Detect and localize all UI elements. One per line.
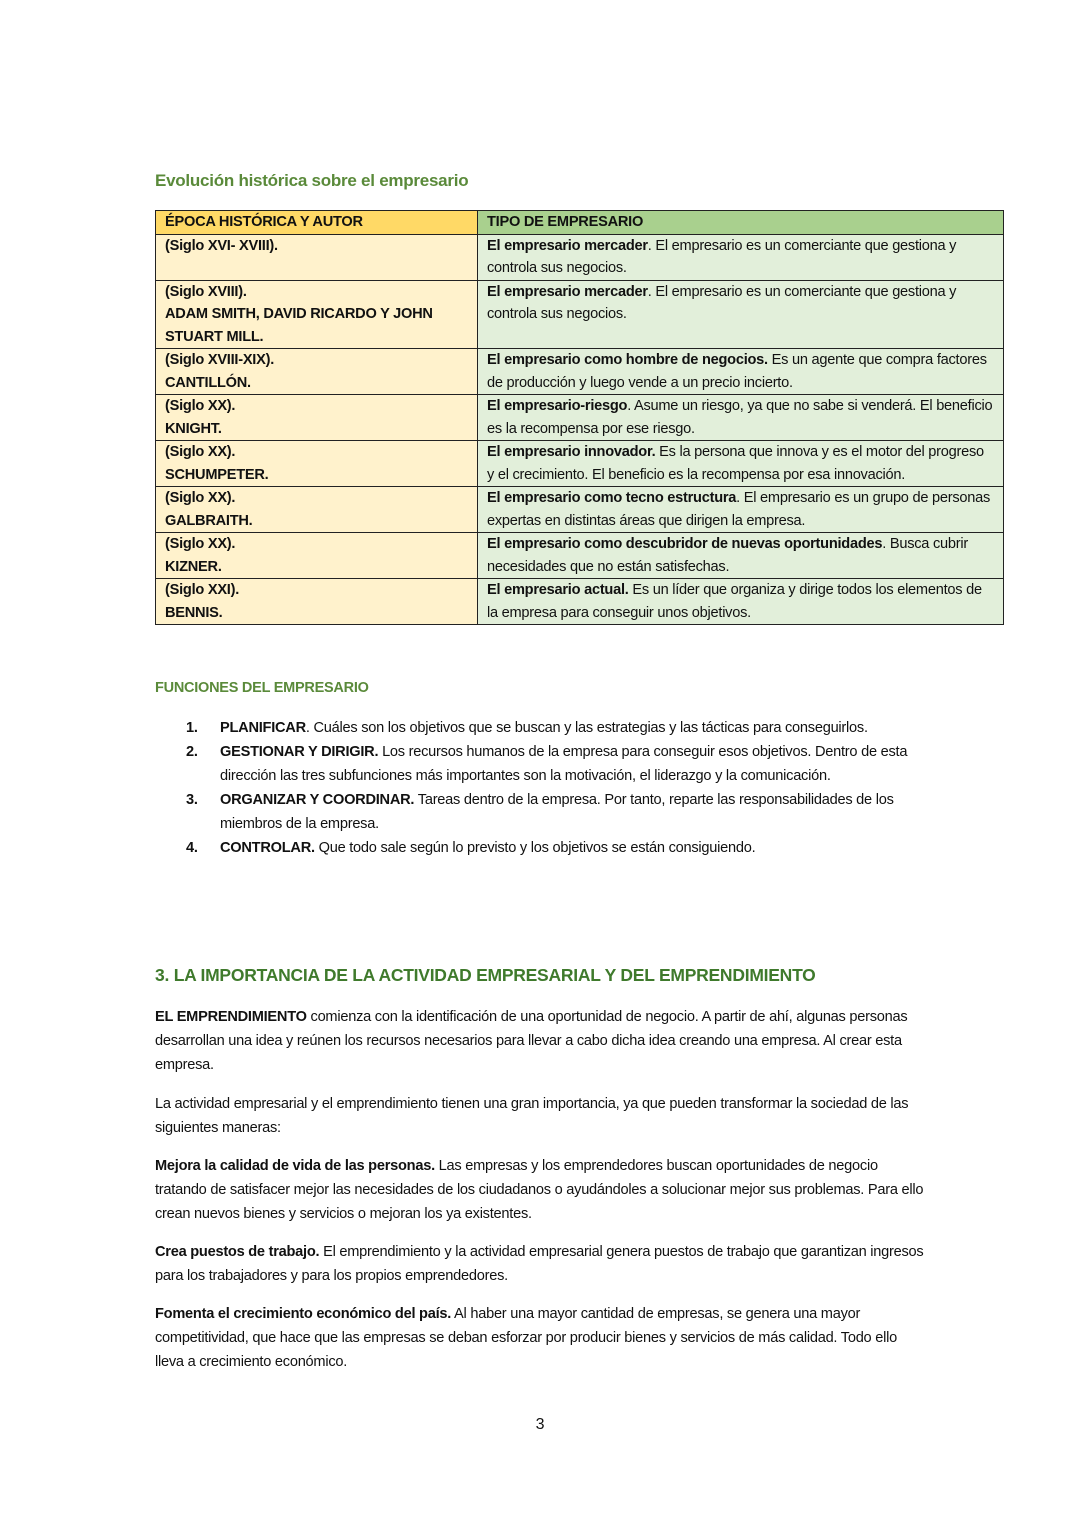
- header-epoch: ÉPOCA HISTÓRICA Y AUTOR: [156, 211, 478, 235]
- epoch: (Siglo XX).: [165, 536, 236, 552]
- type-name: El empresario-riesgo: [487, 398, 628, 414]
- header-type: TIPO DE EMPRESARIO: [478, 211, 1004, 235]
- type-cell: [478, 349, 1004, 395]
- author: GALBRAITH.: [165, 512, 253, 529]
- section-title: Evolución histórica sobre el empresario: [155, 171, 469, 190]
- function-name: CONTROLAR.: [220, 840, 315, 856]
- entrepreneur-history-table: [155, 210, 1004, 625]
- paragraph: [155, 1154, 925, 1226]
- epoch-cell: [156, 395, 478, 441]
- type-cell: [478, 579, 1004, 625]
- paragraph-lead: Crea puestos de trabajo.: [155, 1244, 320, 1260]
- type-name: El empresario innovador.: [487, 444, 656, 460]
- epoch: (Siglo XVIII).: [165, 283, 247, 300]
- function-description: Tareas dentro de la empresa. Por tanto, reparte las responsabilidades de los miembros de la empresa.: [220, 792, 894, 832]
- type-description: Es un líder que organiza y dirige todos los elementos de la empresa para conseguir unos objetivos.: [487, 582, 982, 621]
- type-cell: [478, 441, 1004, 487]
- functions-list: [186, 716, 921, 860]
- paragraph-text: El emprendimiento y la actividad empresarial genera puestos de trabajo que garantizan ingresos para los trabajadores y para los propios emprendedores.: [155, 1244, 924, 1284]
- paragraph: [155, 1005, 925, 1077]
- table-row: [156, 533, 1004, 579]
- table-row: [156, 234, 1004, 280]
- table-row: [156, 441, 1004, 487]
- epoch: (Siglo XX).: [165, 398, 236, 414]
- epoch-cell: [156, 441, 478, 487]
- item-number: 1.: [186, 720, 198, 736]
- epoch: (Siglo XVIII-XIX).: [165, 352, 275, 368]
- function-name: GESTIONAR Y DIRIGIR.: [220, 744, 379, 760]
- epoch-cell: [156, 533, 478, 579]
- paragraph-text: Las empresas y los emprendedores buscan oportunidades de negocio tratando de satisfacer mejor las necesidades de los ciudadanos o ayudándoles a solucionar mejor sus problemas. Para ello crean nuevos bienes y servicios o mejoran los ya existentes.: [155, 1158, 924, 1222]
- paragraph-lead: Fomenta el crecimiento económico del país.: [155, 1306, 452, 1322]
- table-row: [156, 487, 1004, 533]
- type-cell: [478, 487, 1004, 533]
- table-row: [156, 349, 1004, 395]
- function-item: [186, 716, 921, 740]
- type-name: El empresario como tecno estructura: [487, 490, 737, 506]
- table-row: [156, 280, 1004, 349]
- epoch-cell: [156, 487, 478, 533]
- type-cell: [478, 280, 1004, 349]
- table-row: [156, 395, 1004, 441]
- type-description: . Busca cubrir necesidades que no están satisfechas.: [487, 536, 968, 575]
- table-header-row: [156, 211, 1004, 235]
- paragraph: [155, 1092, 925, 1140]
- epoch: (Siglo XX).: [165, 444, 236, 460]
- epoch: (Siglo XX).: [165, 490, 236, 506]
- function-item: [186, 788, 921, 836]
- type-name: El empresario actual.: [487, 582, 629, 598]
- type-name: El empresario mercader: [487, 237, 648, 254]
- paragraph-text: Al haber una mayor cantidad de empresas, se genera una mayor competitividad, que hace que las empresas se deban esforzar por producir bienes y servicios de más calidad. Todo ello lleva a crecimiento económico.: [155, 1306, 897, 1370]
- function-name: PLANIFICAR: [220, 720, 306, 736]
- type-description: . El empresario es un comerciante que gestiona y controla sus negocios.: [487, 237, 957, 276]
- function-description: Los recursos humanos de la empresa para conseguir esos objetivos. Dentro de esta dirección las tres subfunciones más importantes son la motivación, el liderazgo y la comunicación.: [220, 744, 908, 784]
- paragraph: [155, 1302, 925, 1374]
- author: KIZNER.: [165, 558, 222, 575]
- author: SCHUMPETER.: [165, 466, 269, 483]
- epoch-cell: [156, 349, 478, 395]
- author: ADAM SMITH, DAVID RICARDO Y JOHN STUART MILL.: [165, 306, 433, 345]
- type-cell: [478, 395, 1004, 441]
- type-cell: [478, 234, 1004, 280]
- function-item: [186, 740, 921, 788]
- paragraph-lead: Mejora la calidad de vida de las personas.: [155, 1158, 435, 1174]
- type-cell: [478, 533, 1004, 579]
- type-name: El empresario como descubridor de nuevas oportunidades: [487, 536, 883, 552]
- function-description: . Cuáles son los objetivos que se buscan y las estrategias y las tácticas para conseguirlos.: [305, 720, 868, 736]
- author: KNIGHT.: [165, 420, 222, 437]
- type-name: El empresario como hombre de negocios.: [487, 352, 768, 368]
- paragraph-text: comienza con la identificación de una oportunidad de negocio. A partir de ahí, algunas personas desarrollan una idea y reúnen los recursos necesarios para llevar a cabo dicha idea creando una empresa. Al crear esta empresa.: [155, 1009, 908, 1073]
- functions-title: FUNCIONES DEL EMPRESARIO: [155, 680, 369, 696]
- item-number: 3.: [186, 792, 198, 808]
- section3-title: 3. LA IMPORTANCIA DE LA ACTIVIDAD EMPRESARIAL Y DEL EMPRENDIMIENTO: [155, 965, 816, 985]
- paragraph: [155, 1240, 925, 1288]
- function-item: [186, 836, 921, 860]
- function-name: ORGANIZAR Y COORDINAR.: [220, 792, 415, 808]
- type-description: . El empresario es un grupo de personas expertas en distintas áreas que dirigen la empresa.: [487, 490, 991, 529]
- epoch: (Siglo XXI).: [165, 582, 240, 598]
- function-description: Que todo sale según lo previsto y los objetivos se están consiguiendo.: [314, 840, 756, 856]
- type-description: Es un agente que compra factores de producción y luego vende a un precio incierto.: [487, 352, 987, 391]
- type-name: El empresario mercader: [487, 283, 648, 300]
- author: CANTILLÓN.: [165, 374, 251, 391]
- epoch-cell: [156, 234, 478, 280]
- type-description: Es la persona que innova y es el motor del progreso y el crecimiento. El beneficio es la recompensa por esa innovación.: [487, 444, 984, 483]
- item-number: 2.: [186, 744, 198, 760]
- page-number: 3: [535, 1416, 545, 1433]
- epoch: (Siglo XVI- XVIII).: [165, 237, 278, 254]
- author: BENNIS.: [165, 604, 223, 621]
- item-number: 4.: [186, 840, 198, 856]
- table-row: [156, 579, 1004, 625]
- type-description: . El empresario es un comerciante que gestiona y controla sus negocios.: [487, 283, 957, 322]
- type-description: . Asume un riesgo, ya que no sabe si venderá. El beneficio es la recompensa por ese riesgo.: [487, 398, 993, 437]
- paragraph-text: La actividad empresarial y el emprendimiento tienen una gran importancia, ya que pueden transformar la sociedad de las siguientes maneras:: [155, 1096, 909, 1136]
- paragraph-lead: EL EMPRENDIMIENTO: [155, 1009, 307, 1025]
- epoch-cell: [156, 579, 478, 625]
- epoch-cell: [156, 280, 478, 349]
